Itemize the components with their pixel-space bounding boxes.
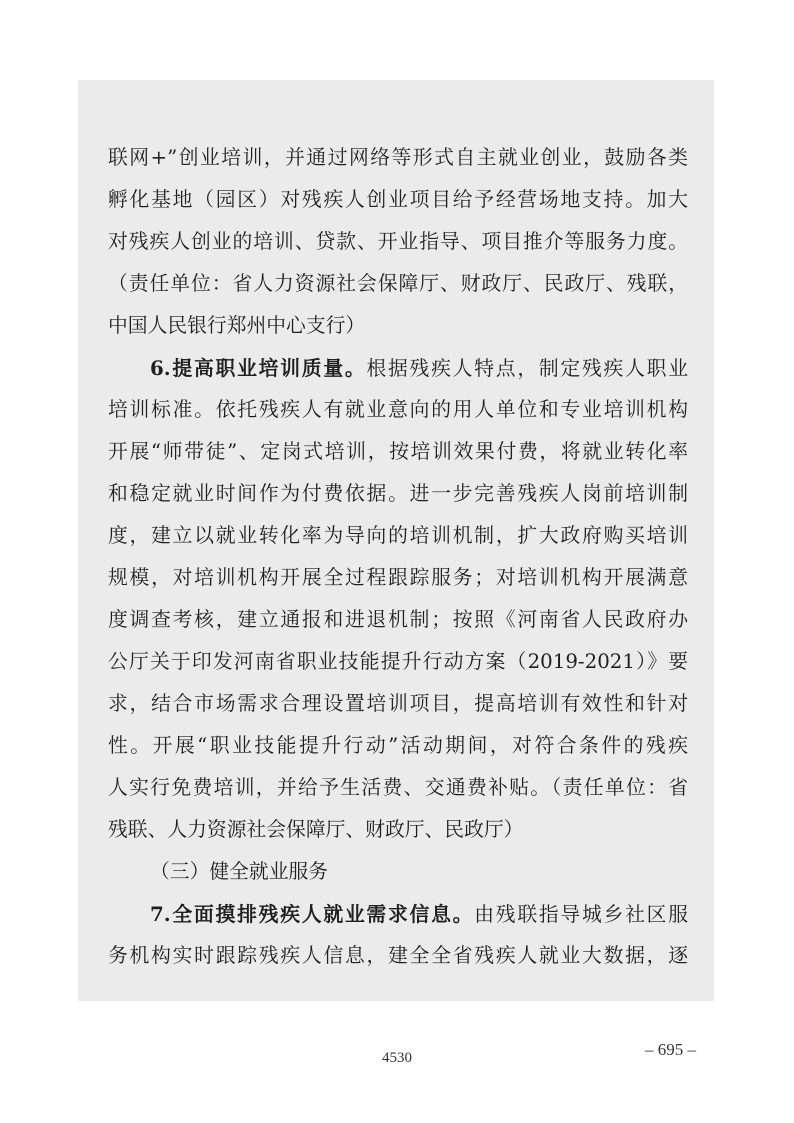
- section-6-line: 人实行免费培训，并给予生活费、交通费补贴。（责任单位：省: [108, 776, 688, 799]
- section-7-line: 务机构实时跟踪残疾人信息，建全全省残疾人就业大数据，逐: [108, 944, 688, 967]
- section-6-line: 公厅关于印发河南省职业技能提升行动方案（2019-2021）》要: [108, 650, 688, 673]
- section-6-first-text: 根据残疾人特点，制定残疾人职业: [366, 357, 688, 380]
- body-line: 联网+”创业培训，并通过网络等形式自主就业创业，鼓励各类: [108, 146, 688, 169]
- section-6-line: 求，结合市场需求合理设置培训项目，提高培训有效性和针对: [108, 692, 688, 715]
- section-7-first-text: 由残联指导城乡社区服: [474, 903, 688, 926]
- section-6-heading: 6.提高职业培训质量。: [150, 356, 367, 380]
- subsection-title: （三）健全就业服务: [150, 860, 329, 883]
- section-6-line: 和稳定就业时间作为付费依据。进一步完善残疾人岗前培训制: [108, 482, 688, 505]
- section-6-first-line: [150, 353, 688, 383]
- section-6-line: 度，建立以就业转化率为导向的培训机制，扩大政府购买培训: [108, 524, 688, 547]
- section-6-line: 性。开展“职业技能提升行动”活动期间，对符合条件的残疾: [108, 734, 688, 757]
- section-6-line: 度调查考核，建立通报和进退机制；按照《河南省人民政府办: [108, 608, 688, 631]
- body-line: 孵化基地（园区）对残疾人创业项目给予经营场地支持。加大: [108, 188, 688, 211]
- body-line: 对残疾人创业的培训、贷款、开业指导、项目推介等服务力度。: [108, 230, 688, 253]
- section-7-first-line: [150, 899, 688, 929]
- scan-page-number: 4530: [382, 1050, 412, 1066]
- section-7-heading: 7.全面摸排残疾人就业需求信息。: [150, 902, 475, 926]
- section-6-line: 残联、人力资源社会保障厅、财政厅、民政厅）: [108, 818, 524, 841]
- body-line: 中国人民银行郑州中心支行）: [108, 314, 366, 337]
- section-6-line: 培训标准。依托残疾人有就业意向的用人单位和专业培训机构: [108, 398, 688, 421]
- page-number: – 695 –: [645, 1040, 696, 1059]
- section-6-line: 开展“师带徒”、定岗式培训，按培训效果付费，将就业转化率: [108, 440, 688, 463]
- body-line: （责任单位：省人力资源社会保障厅、财政厅、民政厅、残联，: [108, 272, 688, 295]
- section-6-line: 规模，对培训机构开展全过程跟踪服务；对培训机构开展满意: [108, 566, 688, 589]
